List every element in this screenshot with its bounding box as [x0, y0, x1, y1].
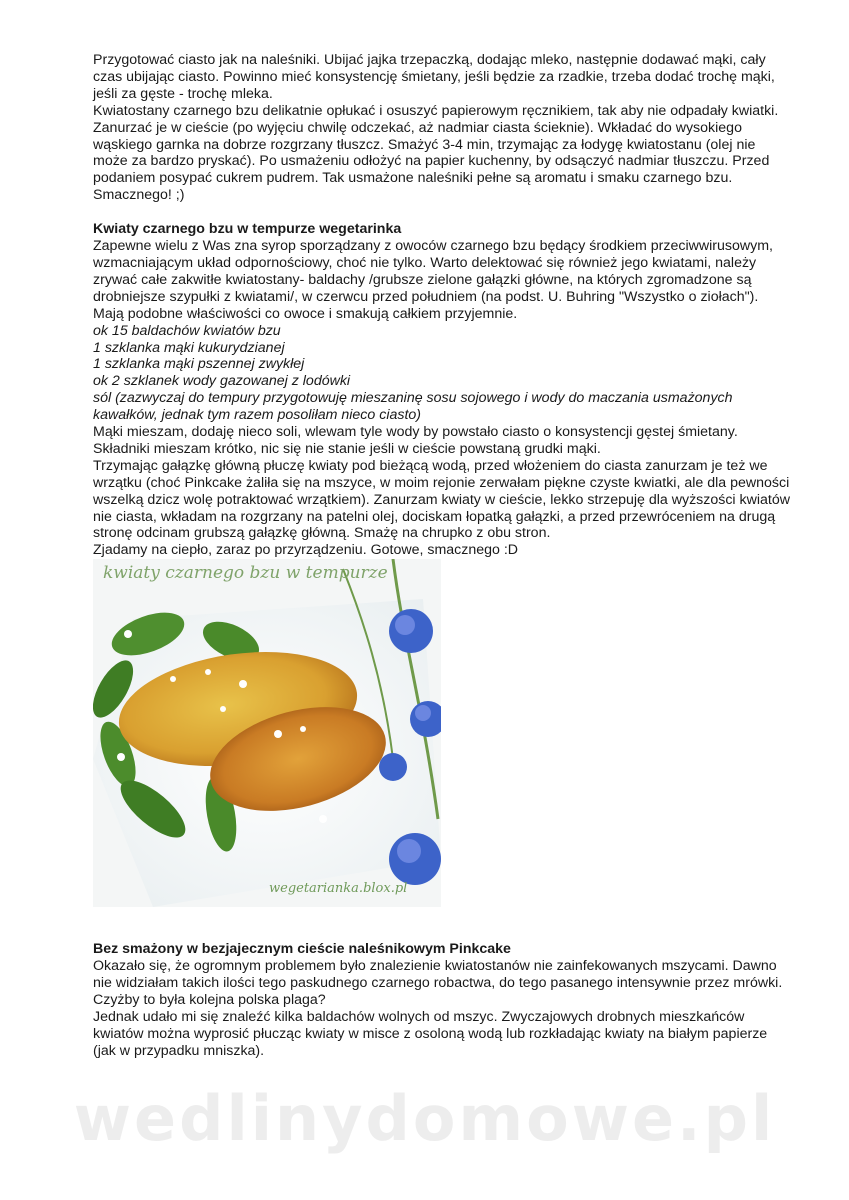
- section-1-paragraph-1: Zapewne wielu z Was zna syrop sporządzany z owoców czarnego bzu będący środkiem przeciwwirusowym, wzmacniającym układ odpornościowy, choć nie tylko. Warto delektować się również jego kwiatami, należy zrywać całe zakwitłe kwiatostany- baldachy /grubsze zielone gałązki główne, na których zgromadzone są drobniejsze szypułki z kwiatami/, w czerwcu przed południem (na podst. U. Buhring "Wszystko o ziołach"). Mają podobne właściwości co owoce i smakują całkiem przyjemnie.: [93, 238, 773, 322]
- section-1-paragraph-4: Zjadamy na ciepło, zaraz po przyrządzeniu. Gotowe, smacznego :D: [93, 542, 519, 559]
- section-1-title: Kwiaty czarnego bzu w tempurze wegetarinka: [93, 221, 402, 238]
- photo-caption: kwiaty czarnego bzu w tempurze: [103, 563, 388, 584]
- ingredient-item: ok 2 szklanek wody gazowanej z lodówki: [93, 373, 351, 390]
- section-2-paragraph-1: Okazało się, że ogromnym problemem było znalezienie kwiatostanów nie zainfekowanych mszycami. Dawno nie widziałam takich ilości tego paskudnego czarnego robactwa, do tego pasanego intensywnie przez mrówki. Czyżby to była kolejna polska plaga?: [93, 958, 783, 1008]
- document-body: [93, 52, 793, 1060]
- tempura-photo-illustration: [93, 559, 441, 907]
- ingredient-item: ok 15 baldachów kwiatów bzu: [93, 322, 281, 339]
- ingredient-item: sól (zazwyczaj do tempury przygotowuję mieszaninę sosu sojowego i wody do maczania usmażonych kawałków, jednak tym razem posoliłam nieco ciasto): [93, 390, 733, 424]
- intro-paragraph-1: Przygotować ciasto jak na naleśniki. Ubijać jajka trzepaczką, dodając mleko, następnie dodawać mąki, cały czas ubijając ciasto. Powinno mieć konsystencję śmietany, jeśli będzie za rzadkie, trzeba dodać trochę mąki, jeśli za gęste - trochę mleka.: [93, 52, 775, 102]
- photo-credit: wegetarianka.blox.pl: [269, 881, 408, 897]
- intro-paragraph-2: Kwiatostany czarnego bzu delikatnie opłukać i osuszyć papierowym ręcznikiem, tak aby nie odpadały kwiatki. Zanurzać je w cieście (po wyjęciu chwilę odczekać, aż nadmiar ciasta ścieknie). Wkładać do wysokiego wąskiego garnka na dobrze rozgrzany tłuszcz. Smażyć 3-4 min, trzymając za łodygę kwiatostanu (olej nie może za bardzo pryskać). Po usmażeniu odłożyć na papier kuchenny, by odsączyć nadmiar tłuszczu. Przed podaniem posypać cukrem pudrem. Tak usmażone naleśniki pełne są aromatu i smaku czarnego bzu.: [93, 102, 779, 187]
- ingredient-item: 1 szklanka mąki kukurydzianej: [93, 339, 285, 356]
- section-1-paragraph-2: Mąki mieszam, dodaję nieco soli, wlewam tyle wody by powstało ciasto o konsystencji gęstej śmietany. Składniki mieszam krótko, nic się nie stanie jeśli w cieście powstaną grudki mąki.: [93, 424, 738, 457]
- intro-paragraph-3: Smacznego! ;): [93, 187, 185, 204]
- ingredient-item: 1 szklanka mąki pszennej zwykłej: [93, 356, 305, 373]
- tempura-photo: [93, 559, 441, 907]
- section-2-title: Bez smażony w bezjajecznym cieście naleśnikowym Pinkcake: [93, 941, 511, 958]
- section-1-paragraph-3: Trzymając gałązkę główną płuczę kwiaty pod bieżącą wodą, przed włożeniem do ciasta zanurzam je też we wrzątku (choć Pinkcake żaliła się na mszyce, w moim rejonie zerwałam piękne czyste kwiatki, ale dla pewności wszelką dzicz wolę potraktować wrzątkiem). Zanurzam kwiaty w cieście, lekko strzepuję dla wyższości kwiatów nie ciasta, wkładam na rozgrzany na patelni olej, dociskam łopatką gałązki, a przed przewróceniem na drugą stronę odcinam grubszą gałązkę główną. Smażę na chrupko z obu stron.: [93, 457, 790, 542]
- watermark: wedlinydomowe.pl: [73, 1082, 776, 1155]
- section-2-paragraph-2: Jednak udało mi się znaleźć kilka baldachów wolnych od mszyc. Zwyczajowych drobnych mieszkańców kwiatów można wyprosić płucząc kwiaty w misce z osoloną wodą lub rozkładając kwiaty na białym papierze (jak w przypadku mniszka).: [93, 1008, 768, 1059]
